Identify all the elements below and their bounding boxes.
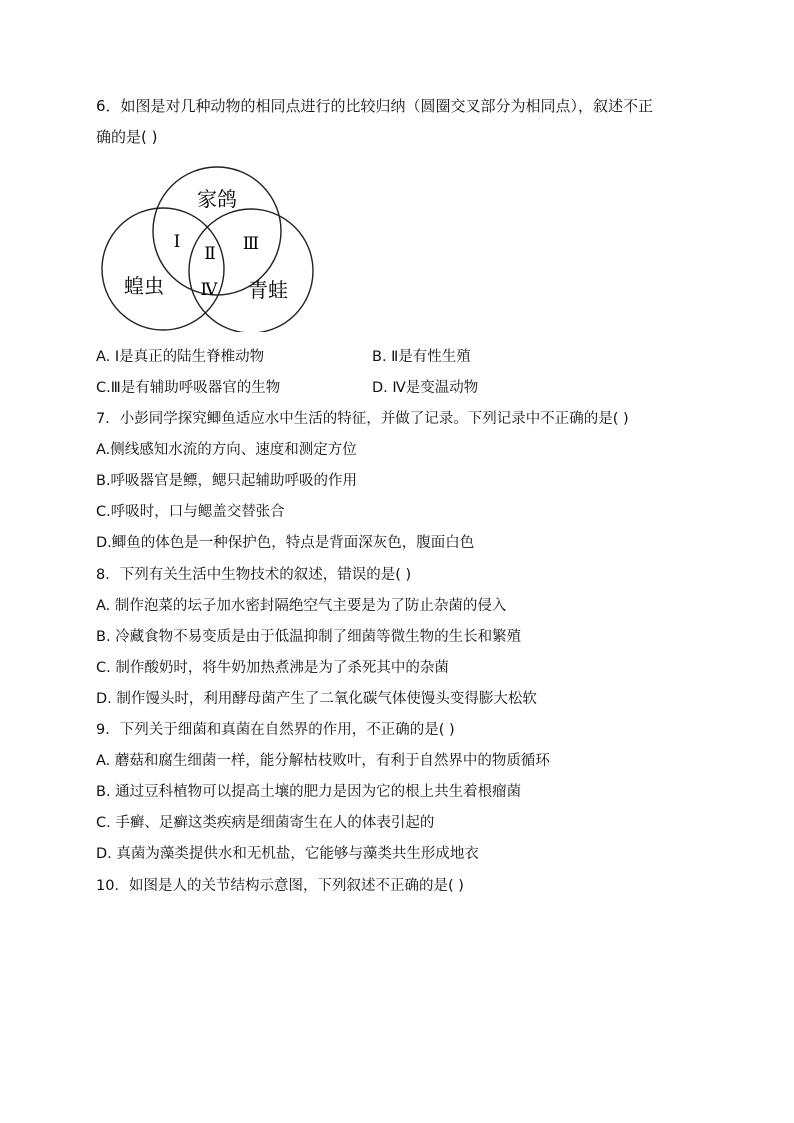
q7-option-a: A.侧线感知水流的方向、速度和测定方位 — [96, 442, 357, 458]
venn-region-1: Ⅰ — [173, 232, 181, 252]
q6-option-d: D. Ⅳ是变温动物 — [372, 380, 479, 396]
venn-diagram — [96, 162, 316, 332]
venn-region-4: Ⅳ — [200, 280, 218, 300]
q8-option-a: A. 制作泡菜的坛子加水密封隔绝空气主要是为了防止杂菌的侵入 — [96, 598, 507, 614]
q6-stem-line2: 确的是( ) — [96, 128, 158, 146]
q9-option-a: A. 蘑菇和腐生细菌一样，能分解枯枝败叶，有利于自然界中的物质循环 — [96, 753, 550, 769]
venn-label-locust: 蝗虫 — [124, 274, 164, 298]
q6-option-a: A. Ⅰ是真正的陆生脊椎动物 — [96, 349, 265, 365]
q8-stem: 8．下列有关生活中生物技术的叙述，错误的是( ) — [96, 567, 412, 583]
q8-option-d: D. 制作馒头时，利用酵母菌产生了二氧化碳气体使馒头变得膨大松软 — [96, 691, 537, 707]
venn-circle-frog — [189, 209, 313, 332]
q7-stem: 7．小彭同学探究鲫鱼适应水中生活的特征，并做了记录。下列记录中不正确的是( ) — [96, 411, 629, 427]
q10-stem: 10．如图是人的关节结构示意图，下列叙述不正确的是( ) — [96, 878, 464, 894]
q7-option-b: B.呼吸器官是鳔，鳃只起辅助呼吸的作用 — [96, 473, 358, 489]
venn-region-3: Ⅲ — [242, 234, 260, 254]
q8-option-c: C. 制作酸奶时，将牛奶加热煮沸是为了杀死其中的杂菌 — [96, 660, 449, 676]
venn-circle-locust — [102, 208, 224, 330]
q9-option-c: C. 手癣、足癣这类疾病是细菌寄生在人的体表引起的 — [96, 815, 435, 831]
q6-option-c: C.Ⅲ是有辅助呼吸器官的生物 — [96, 380, 281, 396]
q8-option-b: B. 冷藏食物不易变质是由于低温抑制了细菌等微生物的生长和繁殖 — [96, 629, 522, 645]
venn-label-pigeon: 家鸽 — [197, 187, 237, 211]
q6-option-b: B. Ⅱ是有性生殖 — [372, 349, 471, 365]
venn-label-frog: 青蛙 — [248, 278, 288, 302]
q7-option-c: C.呼吸时，口与鳃盖交替张合 — [96, 504, 285, 520]
q9-stem: 9．下列关于细菌和真菌在自然界的作用，不正确的是( ) — [96, 722, 455, 738]
venn-region-2: Ⅱ — [204, 244, 216, 264]
q9-option-d: D. 真菌为藻类提供水和无机盐，它能够与藻类共生形成地衣 — [96, 846, 479, 862]
q9-option-b: B. 通过豆科植物可以提高土壤的肥力是因为它的根上共生着根瘤菌 — [96, 784, 522, 800]
q7-option-d: D.鲫鱼的体色是一种保护色，特点是背面深灰色，腹面白色 — [96, 535, 475, 551]
q6-stem-line1: 6．如图是对几种动物的相同点进行的比较归纳（圆圈交叉部分为相同点），叙述不正 — [96, 97, 654, 115]
